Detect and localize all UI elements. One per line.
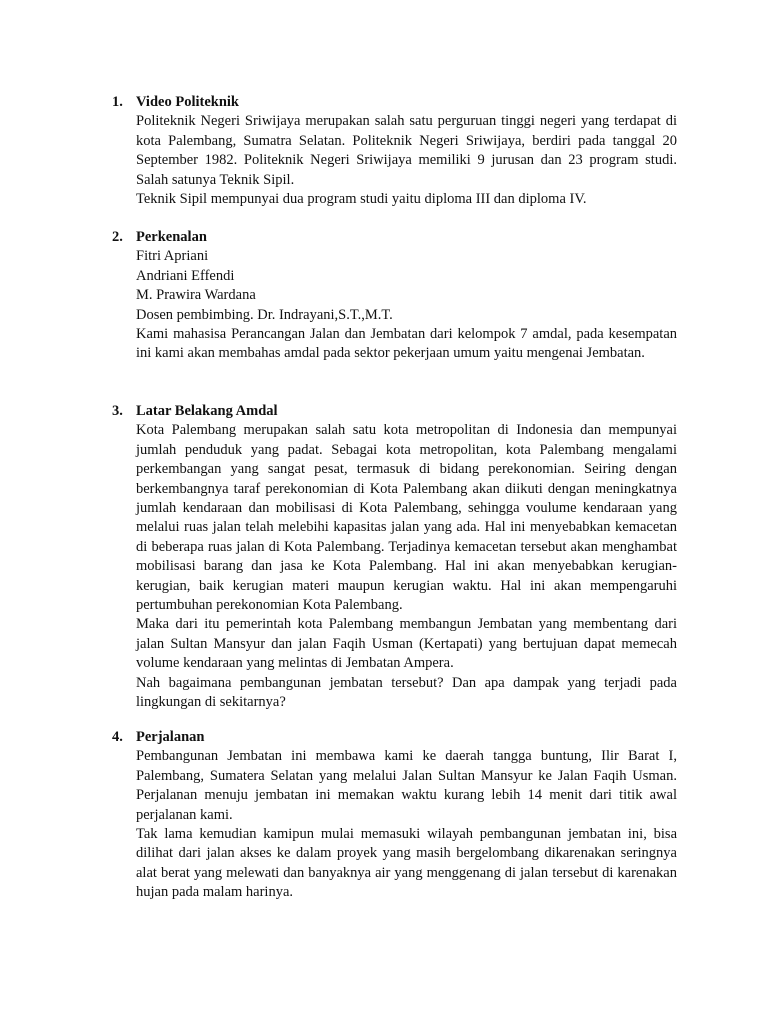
section-body bbox=[136, 747, 677, 902]
section-number: 1. bbox=[112, 94, 123, 110]
section-heading: Latar Belakang Amdal bbox=[136, 403, 278, 419]
section-body bbox=[136, 247, 677, 363]
member-list bbox=[136, 247, 677, 325]
paragraph: Tak lama kemudian kamipun mulai memasuki wilayah pembangunan jembatan ini, bisa dilihat dari jalan akses ke dalam proyek yang masih bergelombang dikarenakan seringnya alat berat yang melewati dan banyaknya air yang menggenang di jalan tersebut di karenakan hujan pada malam harinya. bbox=[136, 826, 677, 901]
member-name: Andriani Effendi bbox=[136, 267, 235, 284]
section-number: 3. bbox=[112, 403, 123, 419]
section-number: 2. bbox=[112, 229, 123, 245]
section-heading: Video Politeknik bbox=[136, 94, 239, 110]
paragraph: Nah bagaimana pembangunan jembatan tersebut? Dan apa dampak yang terjadi pada lingkungan di sekitarnya? bbox=[136, 674, 677, 711]
paragraph: Kota Palembang merupakan salah satu kota metropolitan di Indonesia dan mempunyai jumlah penduduk yang padat. Sebagai kota metropolitan, kota Palembang mengalami perkembangan yang sangat pesat, termasuk di bidang perekonomian. Seiring dengan berkembangnya taraf perekonomian di Kota Palembang akan diikuti dengan meningkatnya jumlah kendaraan dan mobilisasi di Kota Palembang, sehingga voulume kendaraan yang melalui ruas jalan telah melebihi kapasitas jalan yang ada. Hal ini menyebabkan kemacetan di beberapa ruas jalan di Kota Palembang. Terjadinya kemacetan tersebut akan menghambat mobilisasi barang dan jasa ke Kota Palembang. Hal ini akan menyebabkan kerugian-kerugian, baik kerugian materi maupun kerugian waktu. Hal ini akan mempengaruhi pertumbuhan perekonomian Kota Palembang. bbox=[136, 422, 677, 614]
section-body bbox=[136, 421, 677, 712]
paragraph: Maka dari itu pemerintah kota Palembang membangun Jembatan yang membentang dari jalan Sultan Mansyur dan jalan Faqih Usman (Kertapati) yang bertujuan dapat memecah volume kendaraan yang melintas di Jembatan Ampera. bbox=[136, 616, 677, 672]
supervisor-name: Dosen pembimbing. Dr. Indrayani,S.T.,M.T. bbox=[136, 306, 393, 323]
paragraph: Teknik Sipil mempunyai dua program studi yaitu diploma III dan diploma IV. bbox=[136, 191, 587, 208]
paragraph: Kami mahasisa Perancangan Jalan dan Jembatan dari kelompok 7 amdal, pada kesempatan ini kami akan membahas amdal pada sektor pekerjaan umum yaitu mengenai Jembatan. bbox=[136, 326, 677, 362]
paragraph: Politeknik Negeri Sriwijaya merupakan salah satu perguruan tinggi negeri yang terdapat di kota Palembang, Sumatra Selatan. Politeknik Negeri Sriwijaya, berdiri pada tanggal 20 September 1982. Politeknik Negeri Sriwijaya memiliki 9 jurusan dan 23 program studi. Salah satunya Teknik Sipil. bbox=[136, 113, 677, 188]
section-heading: Perjalanan bbox=[136, 729, 205, 745]
section-number: 4. bbox=[112, 729, 123, 745]
member-name: M. Prawira Wardana bbox=[136, 287, 256, 304]
section-body bbox=[136, 112, 677, 209]
member-name: Fitri Apriani bbox=[136, 248, 209, 265]
section-heading: Perkenalan bbox=[136, 229, 207, 245]
paragraph: Pembangunan Jembatan ini membawa kami ke daerah tangga buntung, Ilir Barat I, Palembang, Sumatera Selatan yang melalui Jalan Sultan Mansyur ke Jalan Faqih Usman. Perjalanan menuju jembatan ini memakan waktu kurang lebih 14 menit dari titik awal perjalanan kami. bbox=[136, 748, 677, 823]
